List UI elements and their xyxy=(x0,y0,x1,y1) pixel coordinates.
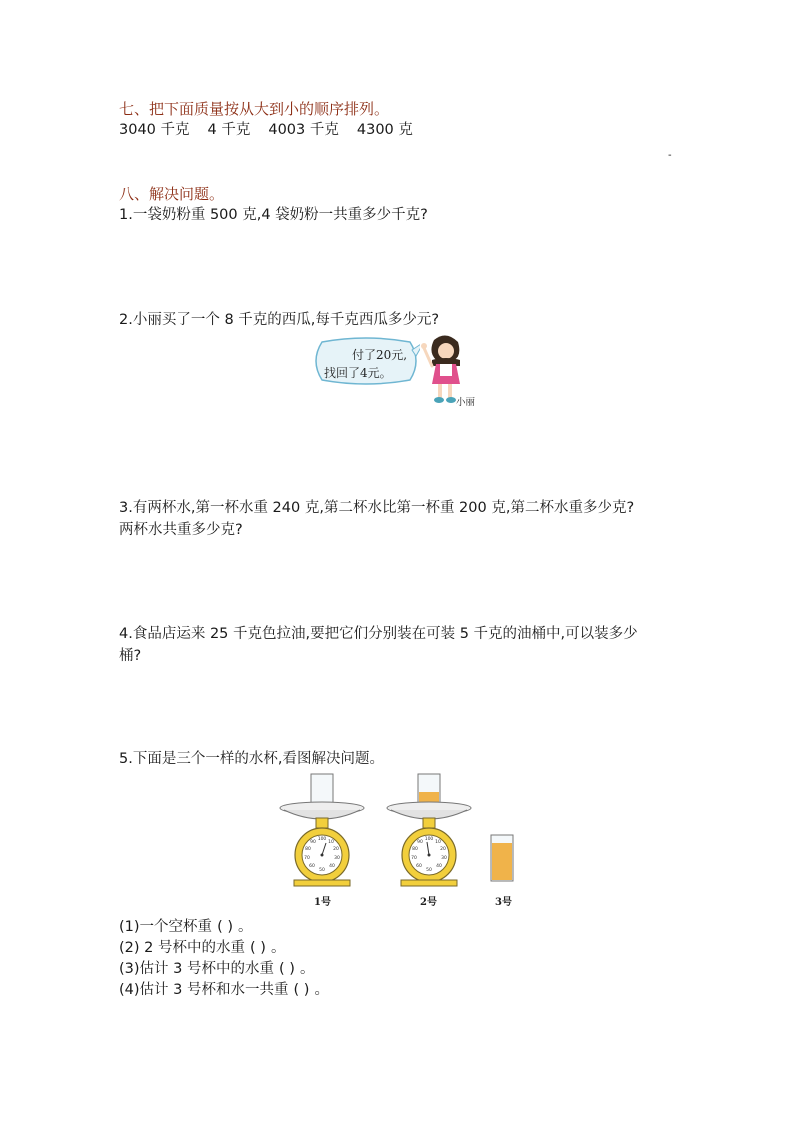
question-5: 5.下面是三个一样的水杯,看图解决问题。 xyxy=(119,751,384,767)
dial-number: 30 xyxy=(334,856,340,861)
dial-number: 50 xyxy=(426,868,432,873)
question-4-line-1: 4.食品店运来 25 千克色拉油,要把它们分别装在可装 5 千克的油桶中,可以装多少 xyxy=(119,626,638,642)
dial-number: 70 xyxy=(304,856,310,861)
question-3-line-2: 两杯水共重多少克? xyxy=(119,522,243,538)
dial-number: 70 xyxy=(411,856,417,861)
dial-number: 20 xyxy=(440,847,446,852)
cup-3 xyxy=(489,833,515,885)
dial-number: 10 xyxy=(435,840,441,845)
scale-1 xyxy=(276,770,368,892)
stray-mark: - xyxy=(668,150,672,161)
dial-number: 40 xyxy=(436,864,442,869)
answer-blank[interactable]: ( ) xyxy=(217,919,234,935)
bubble-line-1: 付了20元, xyxy=(352,348,408,362)
mass-list xyxy=(119,118,413,139)
mass-item: 4 千克 xyxy=(207,122,251,138)
answer-blank[interactable]: ( ) xyxy=(279,961,295,977)
dial-number: 90 xyxy=(417,840,423,845)
dial-number: 60 xyxy=(416,864,422,869)
section-8-heading: 八、解决问题。 xyxy=(119,185,225,203)
scale-2 xyxy=(383,770,475,892)
dial-number: 20 xyxy=(333,847,339,852)
sub-question-3: (3)估计 3 号杯中的水重 ( ) 。 xyxy=(119,961,315,977)
answer-blank[interactable]: ( ) xyxy=(250,940,266,956)
question-3-line-1: 3.有两杯水,第一杯水重 240 克,第二杯水比第一杯重 200 克,第二杯水重多少克? xyxy=(119,500,635,516)
dial-number: 80 xyxy=(412,847,418,852)
mass-item: 3040 千克 xyxy=(119,122,190,138)
dial-number: 80 xyxy=(305,847,311,852)
figure-label-3: 3号 xyxy=(495,897,512,908)
dial-number: 50 xyxy=(319,868,325,873)
dial-number: 100 xyxy=(424,837,434,842)
dial-number: 10 xyxy=(328,840,334,845)
dial-number: 40 xyxy=(329,864,335,869)
question-1: 1.一袋奶粉重 500 克,4 袋奶粉一共重多少千克? xyxy=(119,207,428,223)
sub-question-2: (2) 2 号杯中的水重 ( ) 。 xyxy=(119,940,286,956)
answer-blank[interactable]: ( ) xyxy=(293,982,310,998)
mass-item: 4300 克 xyxy=(356,122,413,138)
figure-label-1: 1号 xyxy=(314,897,331,908)
figure-label-2: 2号 xyxy=(420,897,437,908)
question-4-line-2: 桶? xyxy=(119,648,142,664)
dial-number: 60 xyxy=(309,864,315,869)
bubble-line-2: 找回了4元。 xyxy=(324,366,392,380)
section-7-heading: 七、把下面质量按从大到小的顺序排列。 xyxy=(119,100,390,118)
mass-item: 4003 千克 xyxy=(268,122,339,138)
sub-question-1: (1)一个空杯重 ( ) 。 xyxy=(119,919,253,935)
dial-number: 90 xyxy=(310,840,316,845)
dial-number: 100 xyxy=(317,837,327,842)
sub-question-4: (4)估计 3 号杯和水一共重 ( ) 。 xyxy=(119,982,329,998)
question-2: 2.小丽买了一个 8 千克的西瓜,每千克西瓜多少元? xyxy=(119,312,440,328)
girl-name-label: 小丽 xyxy=(456,397,476,408)
dial-number: 30 xyxy=(441,856,447,861)
